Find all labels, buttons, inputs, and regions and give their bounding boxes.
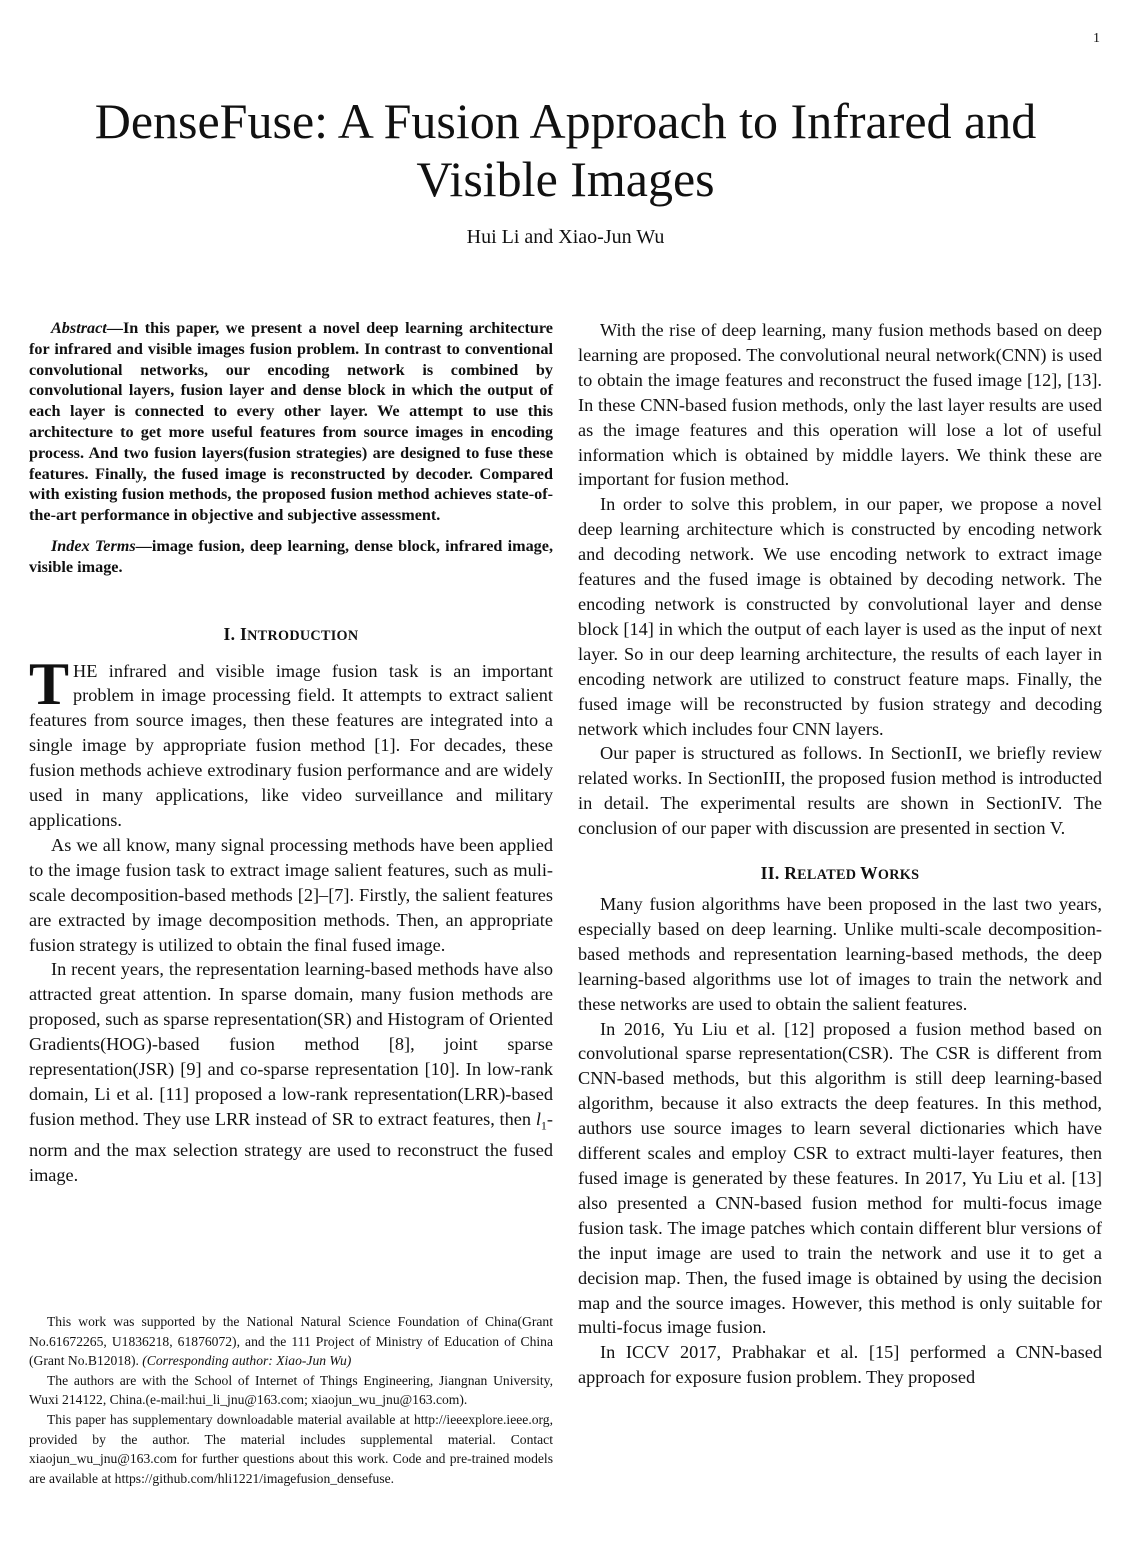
authors: Hui Li and Xiao-Jun Wu [466, 226, 665, 248]
intro-paragraph: THE infrared and visible image fusion task is an important problem in image processing field. It attempts to extract salient features from source images, then these features are integrated into a single image by appropriate fusion method [1]. For decades, these fusion methods achieve extrodinary fusion performance and are widely used in many applications, like video surveillance and military applications. [29, 650, 553, 830]
footnote-supplementary: This paper has supplementary downloadable material available at http://ieeexplore.ieee.org, provided by the author. The material includes supplemental material. Contact xiaojun_wu_jnu@163.com for further questions about this work. Code and pre-trained models are available at https://github.com/hli1221/imagefusion_densefuse. [29, 1411, 553, 1486]
index-terms [29, 536, 553, 578]
abstract [29, 318, 553, 526]
footnote-affiliation: The authors are with the School of Internet of Things Engineering, Jiangnan University, Wuxi 214122, China.(e-mail:hui_li_jnu@163.com; xiaojun_wu_jnu@163.com). [29, 1372, 553, 1408]
footnote-funding: This work was supported by the National Natural Science Foundation of China(Grant No.61672265, U1836218, 61876072), and the 111 Project of Ministry of Education of China (Grant No.B12018). (Corresponding author: Xiao-Jun Wu) [29, 1314, 553, 1369]
abstract-lead: Abstract [51, 319, 107, 337]
body-paragraph: In order to solve this problem, in our paper, we propose a novel deep learning architecture which is constructed by encoding network and decoding network. We use encoding network to extract image features and the fused image is obtained by decoding network. The encoding network is constructed by convolutional layer and dense block [14] in which the output of each layer is used as the input of next layer. So in our deep learning architecture, the results of each layer in encoding network are utilized to construct feature maps. Finally, the fused image will be reconstructed by fusion strategy and decoding network which includes four CNN layers. [578, 494, 1102, 739]
body-paragraph: In ICCV 2017, Prabhakar et al. [15] performed a CNN-based approach for exposure fusion problem. They proposed [578, 1342, 1102, 1388]
section-heading-related-works: II. RELATED WORKS [760, 863, 920, 884]
intro-paragraph: As we all know, many signal processing methods have been applied to the image fusion task to extract image salient features, such as muli-scale decomposition-based methods [2]–[7]. Firstly, the salient features are extracted by image decomposition methods. Then, an appropriate fusion strategy is utilized to obtain the final fused image. [29, 834, 553, 955]
section-heading-introduction: I. INTRODUCTION [223, 623, 359, 644]
left-column [29, 318, 553, 1188]
body-paragraph: In 2016, Yu Liu et al. [12] proposed a fusion method based on convolutional sparse representation(CSR). The CSR is different from CNN-based methods, but this algorithm is still deep learning-based algorithm, because it also extracts the deep features. In this method, authors use source images to learn several dictionaries which have different scales and employ CSR to extract multi-layer features, then fused image is generated by these features. In 2017, Yu Liu et al. [13] also presented a CNN-based fusion method for multi-focus image fusion task. The image patches which contain different blur versions of the input image are used to train the network and use it to get a decision map. Then, the fused image is obtained by using the decision map and the source images. However, this method is only suitable for multi-focus image fusion. [578, 1018, 1102, 1338]
footnotes [29, 1312, 553, 1488]
title-line-1: DenseFuse: A Fusion Approach to Infrared and [94, 93, 1037, 149]
paper-title [0, 92, 1131, 208]
body-paragraph: Our paper is structured as follows. In SectionII, we briefly review related works. In SectionIII, the proposed fusion method is introducted in detail. The experimental results are shown in SectionIV. The conclusion of our paper with discussion are presented in section V. [578, 743, 1102, 839]
right-column [578, 318, 1102, 1390]
index-terms-lead: Index Terms [51, 536, 136, 555]
drop-cap: T [29, 650, 70, 717]
abstract-text: —In this paper, we present a novel deep learning architecture for infrared and visible images fusion problem. In contrast to conventional convolutional networks, our encoding network is combined by convolutional layers, fusion layer and dense block in which the output of each layer is connected to every other layer. We attempt to use this architecture to get more useful features from source images in encoding process. And two fusion layers(fusion strategies) are designed to fuse these features. Finally, the fused image is reconstructed by decoder. Compared with existing fusion methods, the proposed fusion method achieves state-of-the-art performance in objective and subjective assessment. [29, 319, 553, 525]
index-terms-text: —image fusion, deep learning, dense block, infrared image, visible image. [29, 536, 554, 576]
introduction-body [29, 650, 553, 1189]
page-number: 1 [1093, 31, 1100, 46]
intro-paragraph: In recent years, the representation learning-based methods have also attracted great attention. In sparse domain, many fusion methods are proposed, such as sparse representation(SR) and Histogram of Oriented Gradients(HOG)-based fusion method [8], joint sparse representation(JSR) [9] and co-sparse representation [10]. In low-rank domain, Li et al. [11] proposed a low-rank representation(LRR)-based fusion method. They use LRR instead of SR to extract features, then $l_1$-norm and the max selection strategy are used to reconstruct the fused image. [29, 959, 553, 1186]
title-line-2: Visible Images [416, 151, 715, 207]
body-paragraph: With the rise of deep learning, many fusion methods based on deep learning are proposed. The convolutional neural network(CNN) is used to obtain the image features and reconstruct the fused image [12], [13]. In these CNN-based fusion methods, only the last layer results are used as the image features and this operation will lose a lot of useful information which is obtained by middle layers. We think these are important for fusion method. [578, 320, 1102, 490]
body-paragraph: Many fusion algorithms have been proposed in the last two years, especially based on deep learning. Unlike multi-scale decomposition-based methods and representation learning-based methods, the deep learning-based algorithms use lot of images to train the network and these networks are used to obtain the salient features. [578, 894, 1102, 1014]
